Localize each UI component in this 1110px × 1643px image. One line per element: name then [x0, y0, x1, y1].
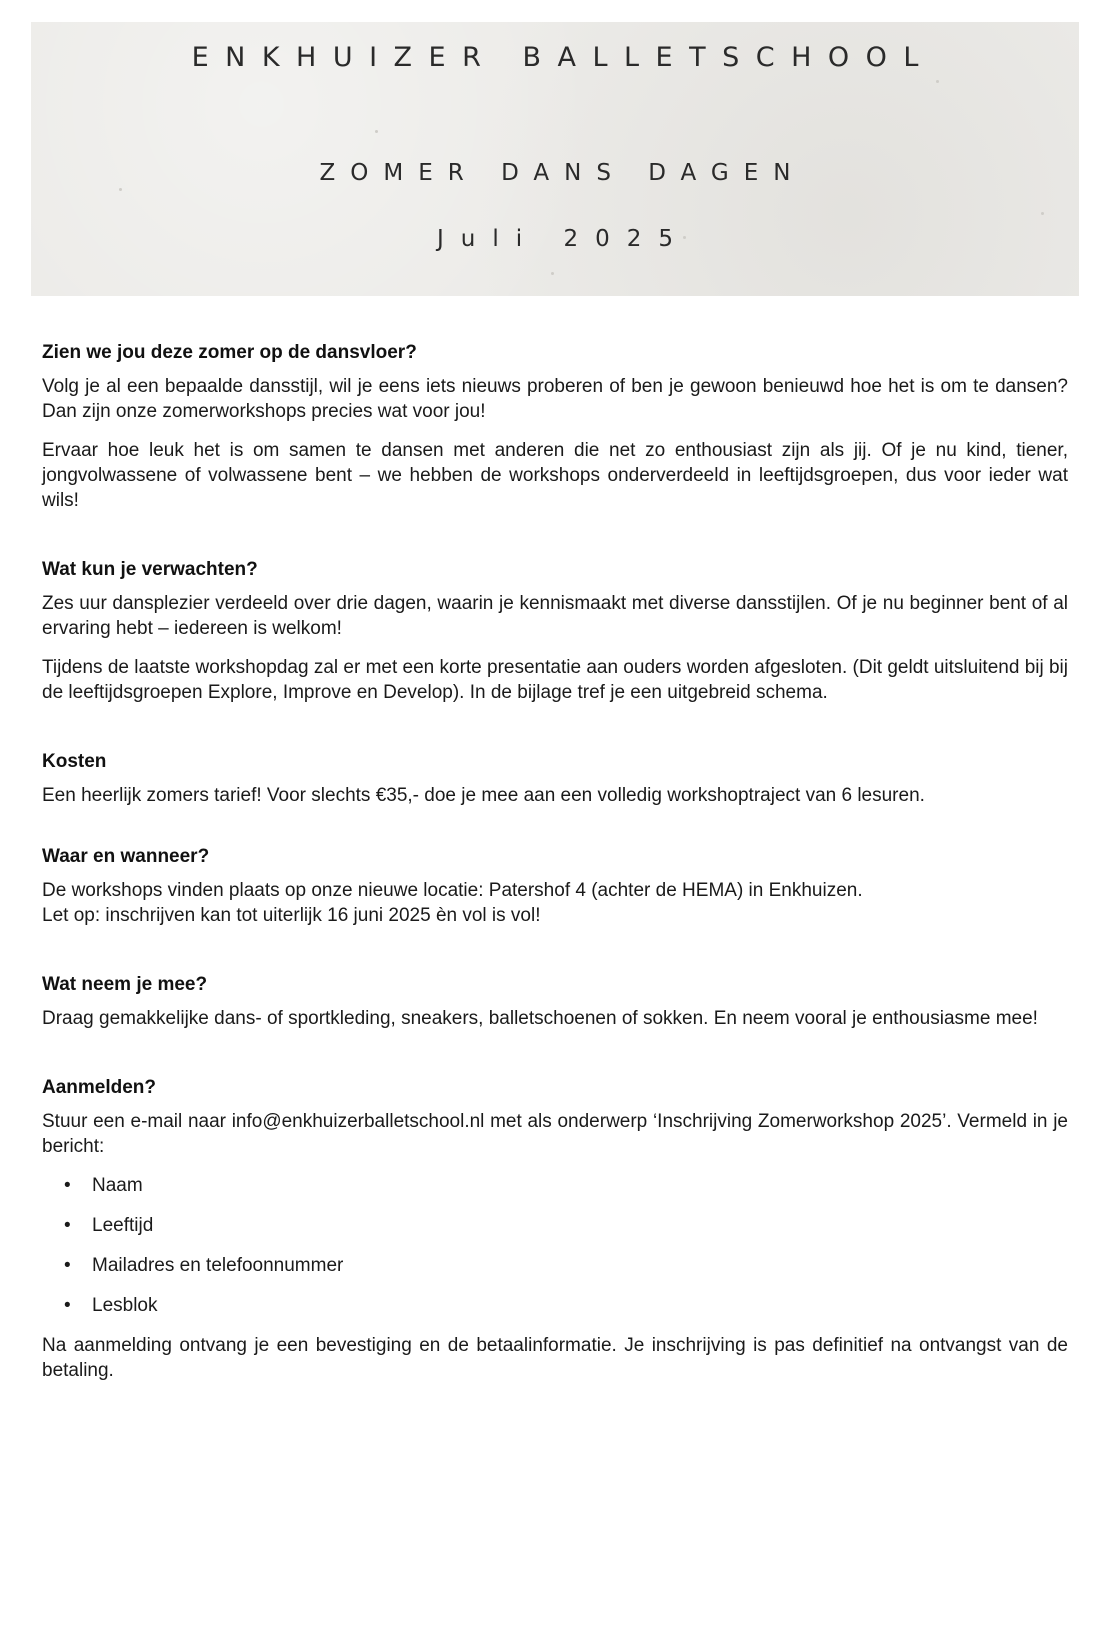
list-item [42, 1213, 1068, 1238]
paragraph: Ervaar hoe leuk het is om samen te dansen met anderen die net zo enthousiast zijn als jij. Of je nu kind, tiener, jongvolwassene of volwassene bent – we hebben de workshops onderverdeeld in leeftijdsgroepen, dus voor ieder wat wils! [42, 440, 1068, 511]
texture-speck [119, 188, 122, 191]
section-bring [42, 972, 1068, 1031]
location-line: De workshops vinden plaats op onze nieuwe locatie: Patershof 4 (achter de HEMA) in Enkhuizen. [42, 880, 863, 901]
paragraph: Zes uur dansplezier verdeeld over drie dagen, waarin je kennismaakt met diverse dansstijlen. Of je nu beginner bent of al ervaring hebt – iedereen is welkom! [42, 593, 1068, 639]
texture-speck [936, 80, 939, 83]
paragraph: Draag gemakkelijke dans- of sportkleding, sneakers, balletschoenen of sokken. En neem vooral je enthousiasme mee! [42, 1008, 1038, 1029]
section-intro [42, 340, 1068, 513]
list-item-text: Mailadres en telefoonnummer [92, 1255, 344, 1276]
section-heading: Zien we jou deze zomer op de dansvloer? [42, 342, 417, 363]
section-heading: Wat neem je mee? [42, 974, 208, 995]
list-item-text: Lesblok [92, 1295, 158, 1316]
deadline-line: Let op: inschrijven kan tot uiterlijk 16 juni 2025 èn vol is vol! [42, 905, 541, 926]
list-item [42, 1253, 1068, 1278]
texture-speck [551, 272, 554, 275]
list-item-text: Leeftijd [92, 1215, 154, 1236]
school-name: ENKHUIZER BALLETSCHOOL [191, 42, 935, 73]
paragraph: Stuur een e-mail naar info@enkhuizerballetschool.nl met als onderwerp ‘Inschrijving Zomerworkshop 2025’. Vermeld in je bericht: [42, 1111, 1068, 1157]
section-heading: Kosten [42, 751, 107, 772]
signup-requirements-list [42, 1173, 1068, 1318]
bullet: • [64, 1295, 71, 1316]
section-heading: Aanmelden? [42, 1077, 157, 1098]
bullet: • [64, 1175, 71, 1196]
section-heading: Wat kun je verwachten? [42, 559, 258, 580]
section-expect [42, 557, 1068, 705]
section-costs [42, 749, 1068, 808]
paragraph: Na aanmelding ontvang je een bevestiging en de betaalinformatie. Je inschrijving is pas definitief na ontvangst van de betaling. [42, 1335, 1068, 1381]
bullet: • [64, 1215, 71, 1236]
paragraph: Volg je al een bepaalde dansstijl, wil je eens iets nieuws proberen of ben je gewoon benieuwd hoe het is om te dansen? Dan zijn onze zomerworkshops precies wat voor jou! [42, 376, 1068, 422]
section-signup [42, 1075, 1068, 1383]
list-item-text: Naam [92, 1175, 143, 1196]
section-heading: Waar en wanneer? [42, 846, 210, 867]
list-item [42, 1173, 1068, 1198]
paragraph [42, 878, 1068, 928]
event-name: ZOMER DANS DAGEN [319, 160, 806, 186]
event-date: Juli 2025 [437, 226, 690, 252]
paragraph: Een heerlijk zomers tarief! Voor slechts €35,- doe je mee aan een volledig workshoptraject van 6 lesuren. [42, 785, 925, 806]
header-banner [31, 22, 1079, 296]
texture-speck [375, 130, 378, 133]
document-body [42, 340, 1068, 1397]
bullet: • [64, 1255, 71, 1276]
paragraph: Tijdens de laatste workshopdag zal er met een korte presentatie aan ouders worden afgesloten. (Dit geldt uitsluitend bij bij de leeftijdsgroepen Explore, Improve en Develop). In de bijlage tref je een uitgebreid schema. [42, 657, 1068, 703]
section-where [42, 844, 1068, 928]
texture-speck [1041, 212, 1044, 215]
list-item [42, 1293, 1068, 1318]
